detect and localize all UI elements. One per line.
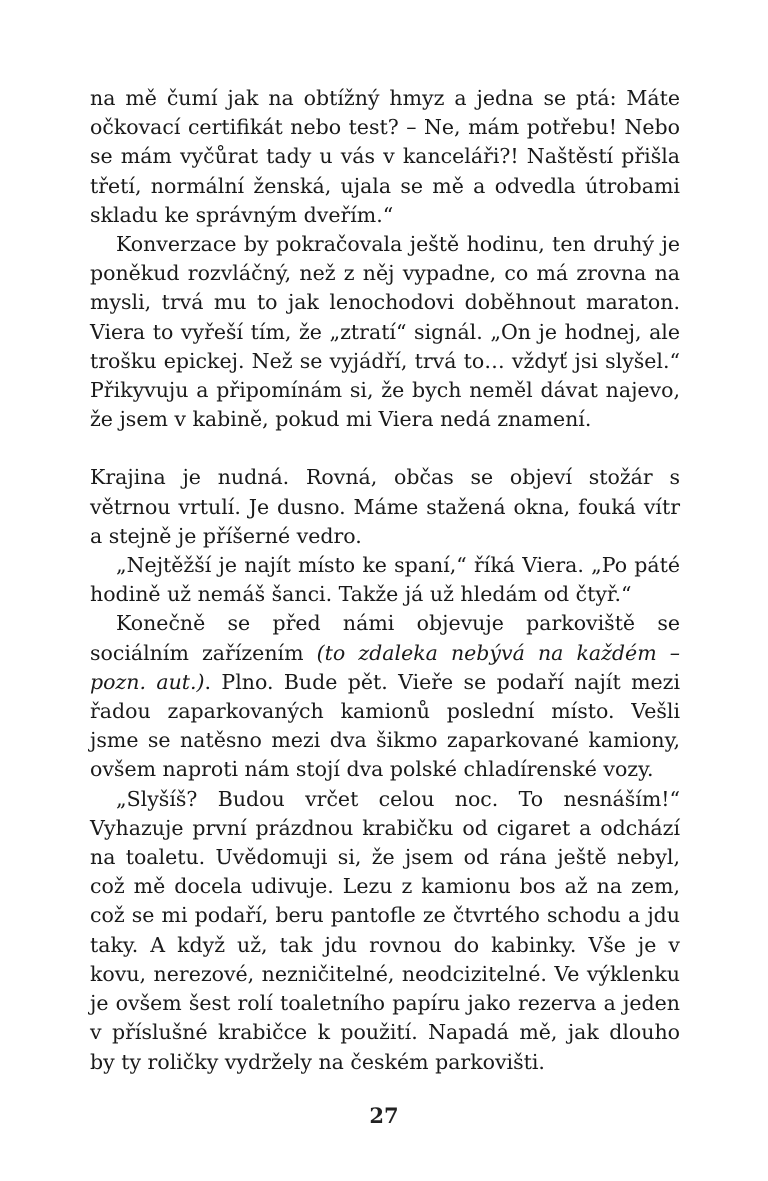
paragraph-parking-start: Konečně se před námi objevuje parkoviště se sociálním zařízením: [90, 611, 680, 665]
paragraph-parking-end: . Plno. Bude pět. Vieře se podaří najít mezi řadou zaparkovaných kamionů poslední místo. Vešli jsme se natěsno mezi dva šikmo zaparkované kamiony, ovšem naproti nám stojí dva polské chladírenské vozy.: [90, 669, 680, 782]
page-number: 27: [369, 1103, 399, 1128]
paragraph-continuation: na mě čumí jak na obtížný hmyz a jedna se ptá: Máte očkovací certifikát nebo test? – Ne, mám potřebu! Nebo se mám vyčůrat tady u vás v kanceláři?! Naštěstí přišla třetí, normální ženská, ujala se mě a odvedla útrobami skladu ke správným dveřím.“: [90, 86, 680, 227]
paragraph-viera-quote: „Nejtěžší je najít místo ke spaní,“ říká Viera. „Po páté hodině už nemáš šanci. Takže já už hledám od čtyř.“: [90, 553, 680, 607]
paragraph-conversation: Konverzace by pokračovala ještě hodinu, ten druhý je poněkud rozvláčný, než z něj vypadne, co má zrovna na mysli, trvá mu to jak lenochodovi doběhnout maraton. Viera to vyřeší tím, že „ztratí“ signál. „On je hodnej, ale trošku epickej. Než se vyjádří, trvá to… vždyť jsi slyšel.“ Přikyvuju a připomínám si, že bych neměl dávat najevo, že jsem v kabině, pokud mi Viera nedá znamení.: [90, 232, 680, 432]
paragraph-toilet: „Slyšíš? Budou vrčet celou noc. To nesnáším!“ Vyhazuje první prázdnou krabičku od cigaret a odchází na toaletu. Uvědomuji si, že jsem od rána ještě nebyl, což mě docela udivuje. Lezu z kamionu bos až na zem, což se mi podaří, beru pantofle ze čtvrtého schodu a jdu taky. A když už, tak jdu rovnou do kabinky. Vše je v kovu, nerezové, nezničitelné, neodcizitelné. Ve výklenku je ovšem šest rolí toaletního papíru jako rezerva a jeden v příslušné krabičce k použití. Napadá mě, jak dlouho by ty roličky vydržely na českém parkovišti.: [90, 786, 680, 1074]
book-page-body: [90, 84, 680, 1077]
paragraph-landscape: Krajina je nudná. Rovná, občas se objeví stožár s větrnou vrtulí. Je dusno. Máme stažená okna, fouká vítr a stejně je příšerné vedro.: [90, 465, 680, 548]
paragraph-parking: [90, 609, 680, 784]
author-note: (to zdaleka nebývá na každém – pozn. aut.): [90, 640, 681, 694]
